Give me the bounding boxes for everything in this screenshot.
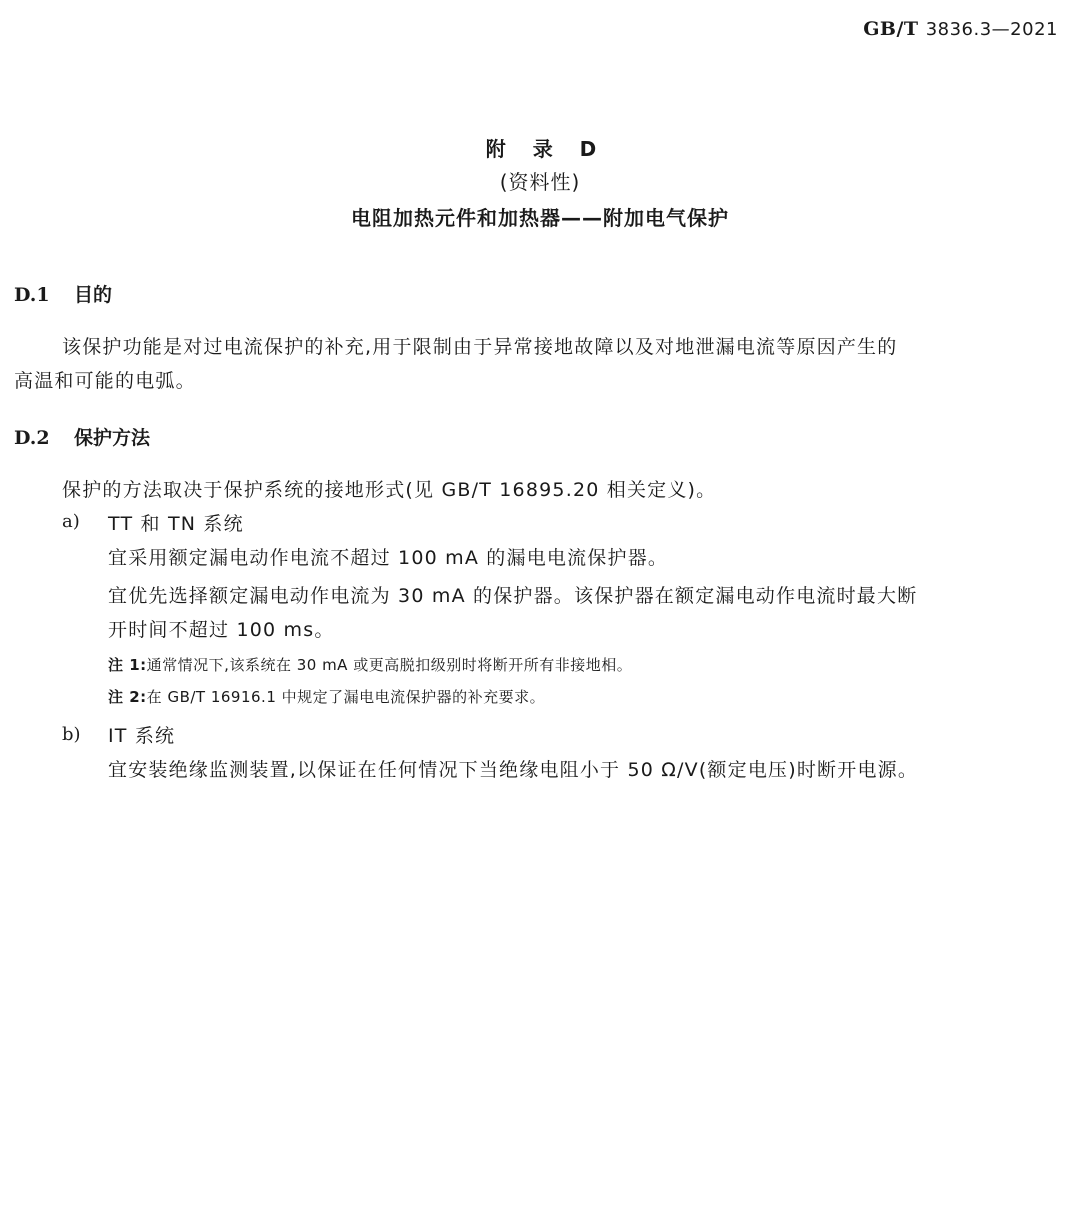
note-text: 通常情况下,该系统在 30 mA 或更高脱扣级别时将断开所有非接地相。	[146, 656, 633, 674]
standard-code: 3836.3—2021	[925, 19, 1058, 40]
list-item-title-b: IT 系统	[108, 725, 176, 747]
note-label: 注 1:	[108, 656, 147, 674]
list-item-label-b: b)	[62, 724, 81, 745]
section-title: 目的	[74, 284, 113, 306]
list-item-label-a: a)	[62, 511, 80, 532]
note-label: 注 2:	[108, 688, 147, 706]
item-a-line-1: 宜采用额定漏电动作电流不超过 100 mA 的漏电电流保护器。	[108, 547, 669, 569]
note-2	[108, 686, 545, 708]
annex-subject: 电阻加热元件和加热器——附加电气保护	[351, 206, 729, 230]
section-number: D.1	[14, 284, 50, 306]
note-1	[108, 654, 632, 676]
standard-number	[863, 18, 1058, 40]
item-a-line-2: 宜优先选择额定漏电动作电流为 30 mA 的保护器。该保护器在额定漏电动作电流时最大断	[108, 585, 918, 607]
section-heading-d1	[14, 280, 112, 307]
annex-heading	[0, 134, 1080, 236]
d1-body-line-2: 高温和可能的电弧。	[14, 370, 196, 392]
annex-type: (资料性)	[499, 170, 581, 194]
note-text: 在 GB/T 16916.1 中规定了漏电电流保护器的补充要求。	[146, 688, 546, 706]
list-item-title-a: TT 和 TN 系统	[108, 513, 244, 535]
section-heading-d2	[14, 423, 150, 450]
annex-title: 附 录 D	[485, 137, 607, 161]
d1-body-line-1: 该保护功能是对过电流保护的补充,用于限制由于异常接地故障以及对地泄漏电流等原因产生的	[62, 336, 898, 358]
item-b-line-1: 宜安装绝缘监测装置,以保证在任何情况下当绝缘电阻小于 50 Ω/V(额定电压)时断开电源。	[108, 759, 919, 781]
section-title: 保护方法	[74, 427, 151, 449]
section-number: D.2	[14, 427, 50, 449]
standard-prefix: GB/T	[863, 18, 919, 40]
item-a-line-3: 开时间不超过 100 ms。	[108, 619, 335, 641]
d2-intro: 保护的方法取决于保护系统的接地形式(见 GB/T 16895.20 相关定义)。	[62, 479, 717, 501]
